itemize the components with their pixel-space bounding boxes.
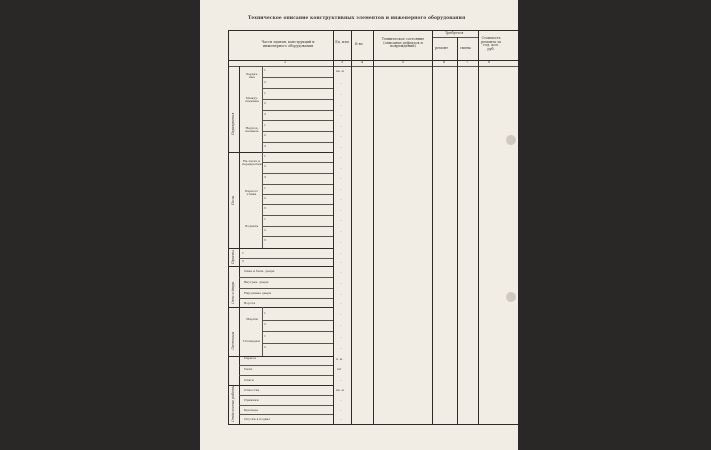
header-repair: ремонт [435,46,448,50]
row-label: На лагах и перекрытиях [242,159,263,167]
unit-cell: – [340,335,342,339]
unit-cell: кв. м [336,388,344,392]
row-label: Спуски в подвал [244,417,271,421]
form-page [200,0,518,450]
unit-cell: – [340,312,342,316]
unit-cell: – [340,197,342,201]
unit-cell: – [340,251,342,255]
unit-cell: – [340,218,342,222]
row-num: 1 [264,186,266,190]
row-label: Чердач-ные [245,72,259,80]
row-label: Площадки [243,339,260,343]
unit-cell: – [340,166,342,170]
row-num: 3 [264,112,266,116]
row-num: 2 [264,228,266,232]
unit-cell: – [340,92,342,96]
unit-cell: п. м [336,357,343,361]
header-parts: Части здания, конструкций и инженерного оборудования [261,40,315,48]
row-label: Печи [244,367,253,371]
header-unit: Ед. изм [335,40,349,44]
group-label: Полы [231,195,235,205]
row-num: 2 [264,345,266,349]
row-num: 1 [264,217,266,221]
punch-hole [506,135,516,145]
col-num: 8 [488,60,491,64]
unit-cell: – [340,292,342,296]
row-label: Внутрен. двери [244,280,269,284]
unit-cell: – [340,187,342,191]
row-num: 2 [264,80,266,84]
row-num: 3 [264,238,266,242]
row-num: 1 [264,311,266,315]
unit-cell: – [340,398,342,402]
row-label: Надпод-вальные [245,126,259,134]
row-num: 2 [264,322,266,326]
unit-cell: – [340,134,342,138]
row-label: Наружные двери [244,291,272,295]
row-label: Ворота [244,301,256,305]
row-label: Марши [246,317,258,321]
unit-cell: – [340,124,342,128]
row-label: Первого этажа [244,189,259,197]
col-num: 4 [361,60,364,64]
row-num: 1 [264,123,266,127]
unit-cell: – [340,176,342,180]
row-num: 2 [264,101,266,105]
unit-cell: – [340,208,342,212]
header-replace: смена [460,46,471,50]
header-qty: К-во [355,42,363,46]
unit-cell: – [340,229,342,233]
header-state: Техническое состояние (описание дефектов и повреждений) [381,37,425,49]
unit-cell: – [340,301,342,305]
unit-cell: – [340,260,342,264]
unit-cell: – [340,240,342,244]
row-num: 2 [264,164,266,168]
row-num: 1 [264,154,266,158]
unit-cell: – [340,270,342,274]
group-label: Отделочные работы [231,385,235,422]
header-required: Требуется [445,31,464,35]
row-num: 1 [264,68,266,72]
unit-cell: – [340,103,342,107]
form-title: Техническое описание конструктивных элементов и инженерного оборудования [248,16,466,21]
row-num: 2 [242,259,244,263]
row-label: Приямки [244,398,259,402]
row-label: Крыльца [244,408,258,412]
header-cost: Стоимость ремонта за год. кол. руб. [481,36,501,51]
col-num: 7 [466,60,469,64]
unit-cell: – [340,113,342,117]
group-label: Лестницы [231,331,235,350]
unit-cell: шт [337,367,342,371]
col-num: 2 [284,60,287,64]
unit-cell: – [340,281,342,285]
row-label: Перила [244,356,257,360]
unit-cell: – [340,378,342,382]
row-num: 3 [264,206,266,210]
row-label: Окна и балк. двери [244,269,275,273]
group-label: Проемы [231,250,235,264]
row-label: Подвала [244,224,259,228]
row-num: 1 [264,91,266,95]
punch-hole [506,292,516,302]
row-num: 2 [264,196,266,200]
col-num: 5 [402,60,405,64]
row-num: 1 [264,334,266,338]
col-num: 6 [443,60,446,64]
unit-cell: – [340,417,342,421]
unit-cell: – [340,155,342,159]
unit-cell: кв. м [336,69,344,73]
row-label: Очаги [244,378,254,382]
row-label: Отмостка [244,388,260,392]
unit-cell: – [340,408,342,412]
row-num: 3 [264,144,266,148]
row-num: 2 [264,133,266,137]
row-label: Между-этажные [244,96,260,104]
unit-cell: – [340,323,342,327]
unit-cell: – [340,81,342,85]
group-label: Окна и двери [231,281,235,304]
group-label: Перекрытия [231,112,235,135]
row-num: 3 [264,175,266,179]
unit-cell: – [340,346,342,350]
unit-cell: – [340,145,342,149]
col-num: 3 [341,60,344,64]
row-num: 1 [242,251,244,255]
